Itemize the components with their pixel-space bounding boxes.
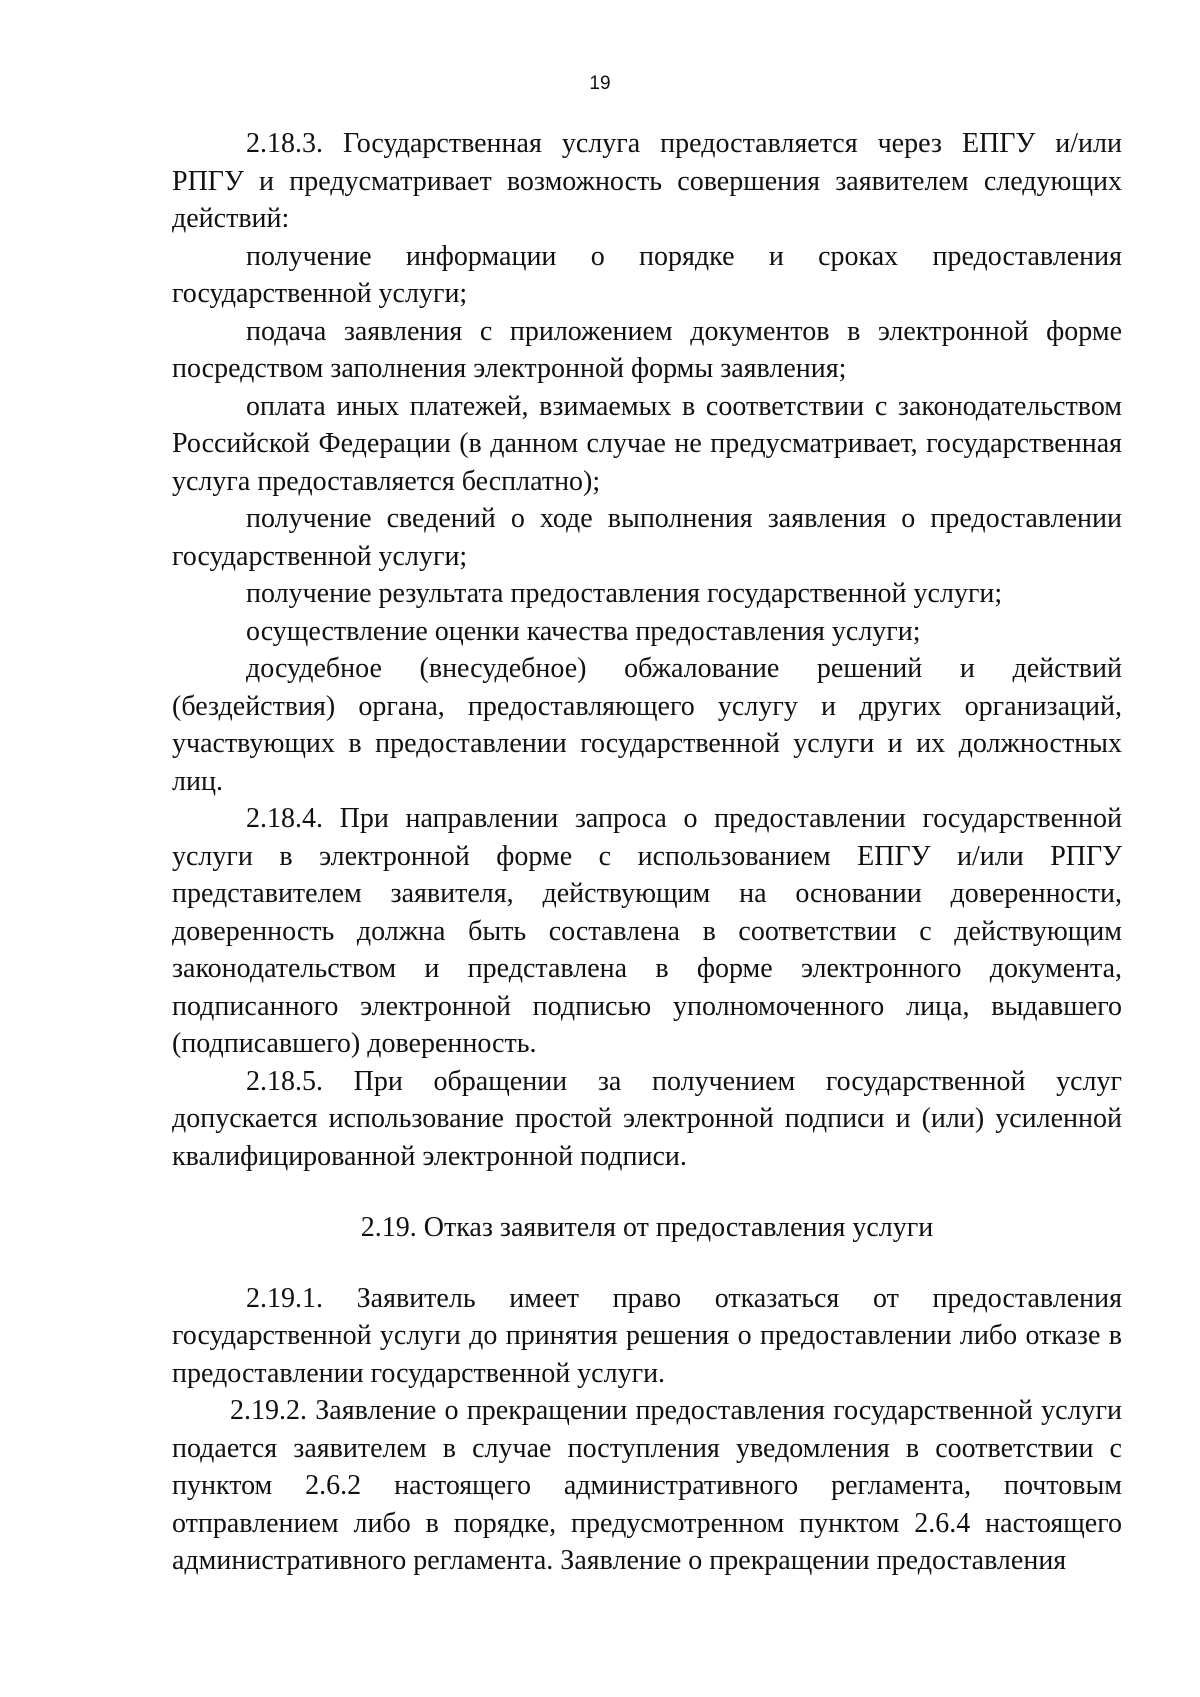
list-item-status: получение сведений о ходе выполнения заявления о предоставлении государственной услуги;	[172, 503, 1122, 572]
list-item-payment: оплата иных платежей, взимаемых в соответствии с законодательством Российской Федерации (в данном случае не предусматривает, государственная услуга предоставляется бесплатно);	[172, 390, 1122, 497]
document-body	[172, 125, 1122, 1580]
section-title: 2.19. Отказ заявителя от предоставления услуги	[360, 1212, 934, 1243]
list-item-result: получение результата предоставления государственной услуги;	[246, 578, 1003, 609]
paragraph-2-18-3: 2.18.3. Государственная услуга предоставляется через ЕПГУ и/или РПГУ и предусматривает возможность совершения заявителем следующих действий:	[172, 128, 1122, 234]
list-item-application: подача заявления с приложением документов в электронной форме посредством заполнения электронной формы заявления;	[172, 315, 1122, 384]
list-item-quality: осуществление оценки качества предоставления услуги;	[246, 615, 921, 647]
paragraph-2-19-1: 2.19.1. Заявитель имеет право отказаться от предоставления государственной услуги до принятия решения о предоставлении либо отказе в предоставлении государственной услуги.	[172, 1282, 1122, 1389]
list-item-information: получение информации о порядке и сроках предоставления государственной услуги;	[172, 240, 1122, 309]
page-number: 19	[589, 73, 611, 94]
paragraph-2-19-2: 2.19.2. Заявление о прекращении предоставления государственной услуги подается заявителем в случае поступления уведомления в соответствии с пунктом 2.6.2 настоящего административного регламента, почтовым отправлением либо в порядке, предусмотренном пунктом 2.6.4 настоящего административного регламента. Заявление о прекращении предоставления	[172, 1395, 1122, 1576]
paragraph-2-18-5: 2.18.5. При обращении за получением государственной услуг допускается использование простой электронной подписи и (или) усиленной квалифицированной электронной подписи.	[172, 1065, 1122, 1172]
list-item-appeal: досудебное (внесудебное) обжалование решений и действий (бездействия) органа, предоставляющего услугу и других организаций, участвующих в предоставлении государственной услуги и их должностных лиц.	[172, 653, 1122, 797]
paragraph-2-18-4: 2.18.4. При направлении запроса о предоставлении государственной услуги в электронной форме с использованием ЕПГУ и/или РПГУ представителем заявителя, действующим на основании доверенности, доверенность должна быть составлена в соответствии с действующим законодательством и представлена в форме электронного документа, подписанного электронной подписью уполномоченного лица, выдавшего (подписавшего) доверенность.	[172, 803, 1122, 1059]
